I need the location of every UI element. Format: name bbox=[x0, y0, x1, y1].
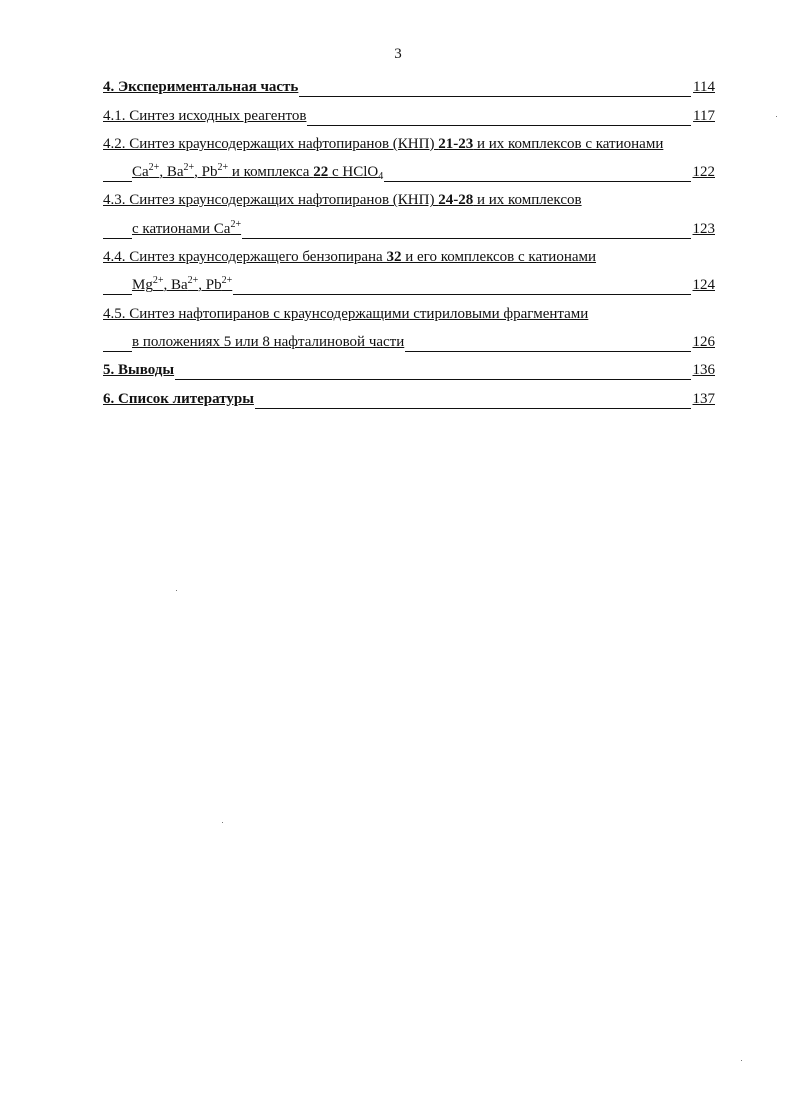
toc-entry-4-4[interactable] bbox=[103, 244, 715, 272]
scan-speck bbox=[222, 822, 223, 823]
toc-entry-title: 4.4. Синтез краунсодержащего бензопирана 32 и его комплексов с катионами bbox=[103, 246, 597, 268]
scan-speck bbox=[176, 590, 177, 591]
toc-entry-4-3-cont[interactable] bbox=[103, 215, 715, 243]
scan-speck bbox=[741, 1060, 742, 1061]
page-number: 3 bbox=[394, 46, 402, 62]
toc-entry-title: $Ca^{2+}$, $Ba^{2+}$, $Pb^{2+}$ и комплекса 22 с HClO$_4$ bbox=[132, 162, 384, 183]
toc-entry-4[interactable] bbox=[103, 74, 715, 102]
toc-entry-title: с катионами $Ca^{2+}$ bbox=[132, 218, 242, 240]
toc-entry-4-2-cont[interactable] bbox=[103, 159, 715, 187]
toc-entry-4-2[interactable] bbox=[103, 131, 715, 159]
toc-entry-4-1[interactable] bbox=[103, 102, 715, 130]
toc-entry-page: 123 bbox=[691, 218, 716, 240]
toc-entry-title: 4.5. Синтез нафтопиранов с краунсодержащими стириловыми фрагментами bbox=[103, 303, 589, 325]
table-of-contents bbox=[103, 74, 715, 414]
toc-entry-title: 4.1. Синтез исходных реагентов bbox=[103, 105, 307, 127]
toc-entry-title: 6. Список литературы bbox=[103, 388, 255, 410]
toc-entry-title: 5. Выводы bbox=[103, 359, 175, 381]
toc-entry-title: 4.3. Синтез краунсодержащих нафтопиранов (КНП) 24-28 и их комплексов bbox=[103, 189, 583, 211]
toc-entry-page: 114 bbox=[691, 76, 715, 98]
toc-entry-4-4-cont[interactable] bbox=[103, 272, 715, 300]
toc-entry-title: в положениях 5 или 8 нафталиновой части bbox=[132, 331, 405, 353]
toc-entry-page: 124 bbox=[691, 274, 716, 296]
toc-entry-4-3[interactable] bbox=[103, 187, 715, 215]
toc-entry-4-5-cont[interactable] bbox=[103, 329, 715, 357]
toc-entry-page: 136 bbox=[691, 359, 716, 381]
leader-line bbox=[103, 379, 715, 380]
toc-entry-page: 126 bbox=[691, 331, 716, 353]
toc-entry-page: 137 bbox=[691, 388, 716, 410]
toc-entry-5[interactable] bbox=[103, 357, 715, 385]
scan-speck bbox=[776, 116, 777, 117]
toc-entry-4-5[interactable] bbox=[103, 300, 715, 328]
toc-entry-page: 122 bbox=[691, 161, 716, 183]
toc-entry-title: 4. Экспериментальная часть bbox=[103, 76, 299, 98]
toc-entry-6[interactable] bbox=[103, 385, 715, 413]
toc-entry-title: $Mg^{2+}$, $Ba^{2+}$, $Pb^{2+}$ bbox=[132, 274, 233, 296]
toc-entry-page: 117 bbox=[691, 105, 715, 127]
toc-entry-title: 4.2. Синтез краунсодержащих нафтопиранов (КНП) 21-23 и их комплексов с катионами bbox=[103, 133, 664, 155]
